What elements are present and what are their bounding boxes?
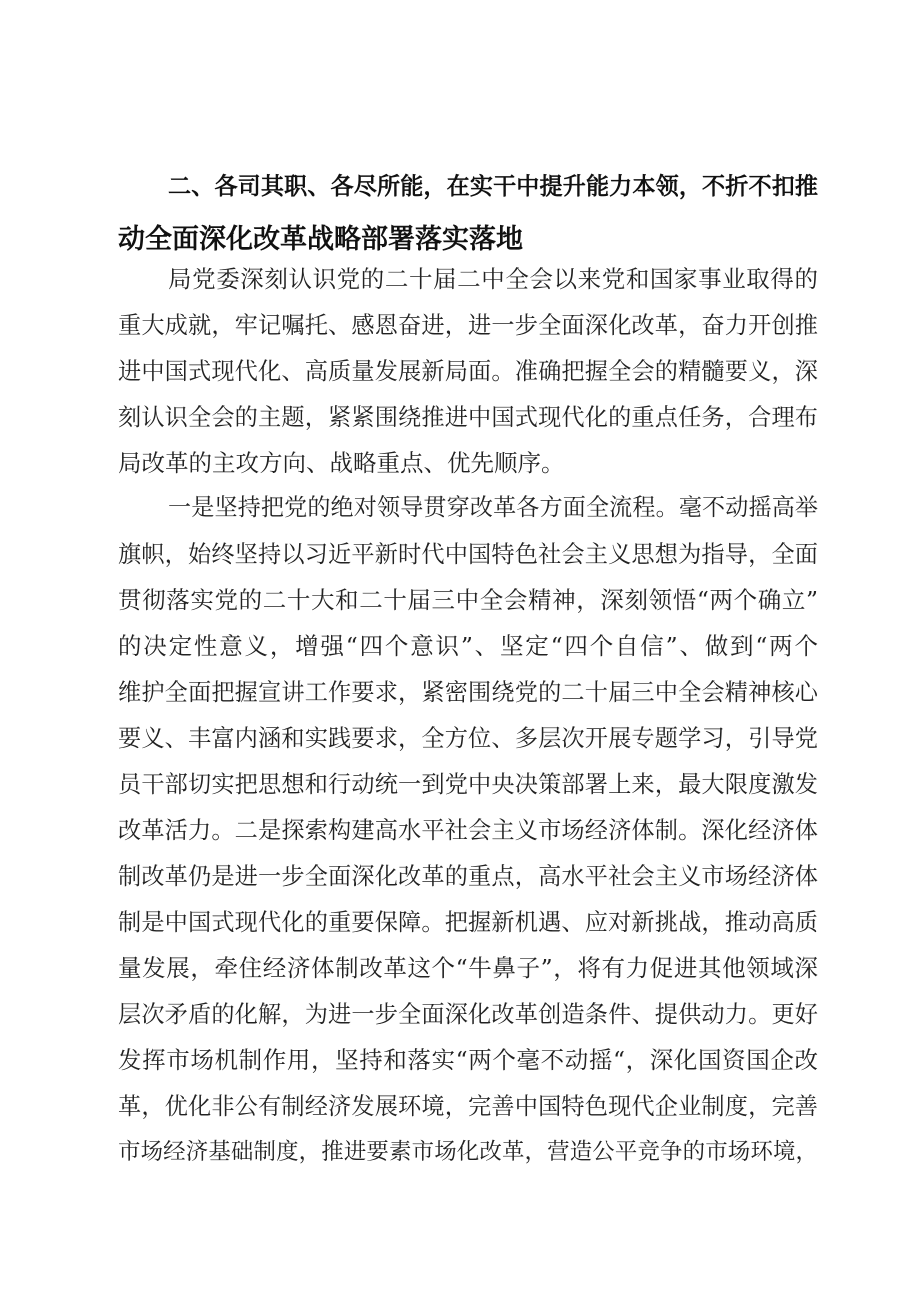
paragraph-line-text: 要义、丰富内涵和实践要求，全方位、多层次开展专题学习，引导党 bbox=[118, 725, 818, 752]
paragraph-line-text: 一是坚持把党的绝对领导贯穿改革各方面全流程。毫不动摇高举 bbox=[168, 495, 818, 521]
paragraph-line-text: 发挥市场机制作用，坚持和落实“两个毫不动摇“，深化国资国企改 bbox=[118, 1046, 818, 1074]
paragraph-line bbox=[118, 1095, 818, 1129]
paragraph-line-text: 制改革仍是进一步全面深化改革的重点，高水平社会主义市场经济体 bbox=[118, 863, 818, 890]
paragraph-line-text: 贯彻落实党的二十大和二十届三中全会精神，深刻领悟“两个确立” bbox=[118, 586, 818, 614]
paragraph-line bbox=[118, 449, 818, 486]
paragraph-line-text: 制是中国式现代化的重要保障。把握新机遇、应对新挑战，推动高质 bbox=[118, 909, 818, 936]
paragraph-line-text: 进中国式现代化、高质量发展新局面。准确把握全会的精髓要义，深 bbox=[118, 358, 818, 385]
paragraph-line bbox=[118, 406, 818, 440]
paragraph-line bbox=[118, 865, 818, 899]
paragraph-line bbox=[118, 1046, 818, 1083]
heading-line-text: 二、各司其职、各尽所能，在实干中提升能力本领，不折不扣推 bbox=[168, 174, 818, 200]
paragraph-line bbox=[118, 543, 818, 577]
paragraph-line bbox=[118, 1141, 818, 1175]
paragraph-line-text: 市场经济基础制度，推进要素市场化改革，营造公平竞争的市场环境， bbox=[118, 1139, 818, 1165]
paragraph-line bbox=[118, 360, 818, 394]
paragraph-line bbox=[168, 497, 818, 531]
paragraph-line-text: 重大成就，牢记嘱托、感恩奋进，进一步全面深化改革，奋力开创推 bbox=[118, 312, 818, 339]
paragraph-line-text: 刻认识全会的主题，紧紧围绕推进中国式现代化的重点任务，合理布 bbox=[118, 404, 818, 431]
paragraph-line-text: 改革活力。二是探索构建高水平社会主义市场经济体制。深化经济体 bbox=[118, 817, 818, 844]
paragraph-line bbox=[118, 632, 818, 669]
paragraph-line bbox=[118, 954, 818, 991]
paragraph-line-text: 局党委深刻认识党的二十届二中全会以来党和国家事业取得的 bbox=[168, 265, 818, 293]
paragraph-line bbox=[118, 314, 818, 348]
paragraph-line bbox=[118, 586, 818, 623]
paragraph-line-text: 的决定性意义，增强“四个意识”、坚定“四个自信”、做到“两个 bbox=[118, 632, 818, 660]
heading-line bbox=[118, 226, 818, 260]
paragraph-line-text: 革，优化非公有制经济发展环境，完善中国特色现代企业制度，完善 bbox=[118, 1093, 818, 1120]
paragraph-line bbox=[118, 911, 818, 945]
paragraph-line bbox=[118, 773, 818, 807]
paragraph-line-text: 量发展，牵住经济体制改革这个“牛鼻子”，将有力促进其他领域深 bbox=[118, 954, 818, 982]
paragraph-line-text: 维护全面把握宣讲工作要求，紧密围绕党的二十届三中全会精神核心 bbox=[118, 679, 818, 706]
paragraph-line bbox=[118, 681, 818, 715]
paragraph-line-text: 员干部切实把思想和行动统一到党中央决策部署上来，最大限度激发 bbox=[118, 771, 818, 798]
paragraph-line-text: 旗帜，始终坚持以习近平新时代中国特色社会主义思想为指导，全面 bbox=[118, 541, 818, 568]
paragraph-line-text: 局改革的主攻方向、战略重点、优先顺序。 bbox=[118, 449, 565, 477]
paragraph-line bbox=[118, 727, 818, 761]
paragraph-line bbox=[168, 265, 818, 302]
heading-line bbox=[168, 176, 818, 210]
paragraph-line-text: 层次矛盾的化解，为进一步全面深化改革创造条件、提供动力。更好 bbox=[118, 1001, 818, 1028]
paragraph-line bbox=[118, 1003, 818, 1037]
heading-line-text: 动全面深化改革战略部署落实落地 bbox=[118, 224, 523, 255]
paragraph-line bbox=[118, 819, 818, 853]
